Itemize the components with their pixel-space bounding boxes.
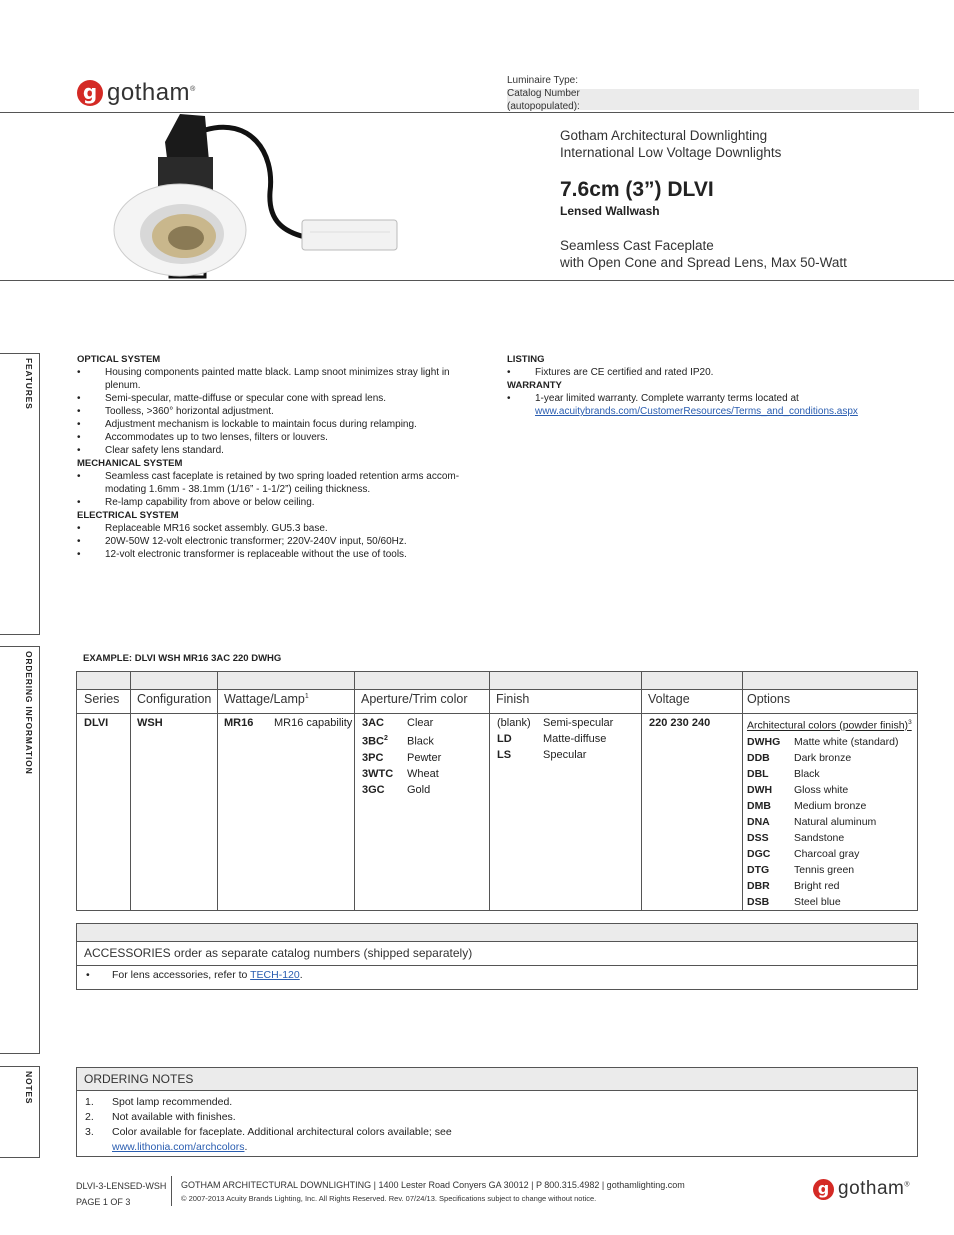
list-item: DNA Natural aluminum — [747, 815, 877, 828]
list-item: • Toolless, >360° horizontal adjustment. — [77, 405, 487, 418]
list-item: MR16 MR16 capability — [224, 717, 353, 729]
list-item: 1. Spot lamp recommended. — [85, 1096, 233, 1108]
accessories-item: • For lens accessories, refer to TECH-120. — [86, 969, 303, 981]
list-item: • Clear safety lens standard. — [77, 444, 487, 457]
list-item: 220 — [649, 717, 668, 729]
list-item: • Semi-specular, matte-diffuse or specular cone with spread lens. — [77, 392, 487, 405]
mechanical-system-heading: MECHANICAL SYSTEM — [77, 458, 183, 469]
features-right — [507, 353, 907, 418]
header-voltage: Voltage — [648, 692, 690, 706]
tab-ordering-information: ORDERING INFORMATION — [0, 646, 40, 1054]
list-item: LS Specular — [497, 749, 587, 761]
list-item: • Accommodates up to two lenses, filters or louvers. — [77, 431, 487, 444]
list-item: DBR Bright red — [747, 879, 840, 892]
accessories-box — [76, 923, 918, 990]
mechanical-list — [77, 470, 487, 509]
header-configuration: Configuration — [137, 692, 212, 706]
list-item: • Replaceable MR16 socket assembly. GU5.3 base. — [77, 522, 487, 535]
header-series: Series — [84, 692, 120, 706]
footer-gotham-logo: g gotham® — [813, 1178, 910, 1200]
archcolors-link[interactable]: www.lithonia.com/archcolors — [112, 1141, 245, 1153]
list-item: DSB Steel blue — [747, 895, 841, 908]
list-item: 3PC Pewter — [362, 751, 442, 764]
voltage-values — [649, 715, 710, 731]
list-item: 3GC Gold — [362, 783, 431, 796]
list-item: DDB Dark bronze — [747, 751, 852, 764]
configuration-value: WSH — [137, 717, 163, 729]
footer-copyright: © 2007-2013 Acuity Brands Lighting, Inc. All Rights Reserved. Rev. 07/24/13. Specifications subject to change without notice. — [181, 1194, 597, 1203]
list-item: DGC Charcoal gray — [747, 847, 860, 860]
aperture-values — [362, 715, 441, 798]
list-item: • Seamless cast faceplate is retained by two spring loaded retention arms accom-modating 1.6mm - 38.1mm (1/16” - 1-1/2”) ceiling thickness. — [77, 470, 487, 496]
luminaire-type-label: Luminaire Type: — [507, 75, 578, 86]
header-aperture: Aperture/Trim color — [361, 692, 468, 706]
warranty-heading: WARRANTY — [507, 380, 562, 391]
wattage-values — [224, 715, 352, 731]
optical-list — [77, 366, 487, 457]
list-item: (blank) Semi-specular — [497, 717, 614, 729]
header-options: Options — [747, 692, 791, 706]
tech-120-link[interactable]: TECH-120 — [250, 969, 300, 981]
electrical-system-heading: ELECTRICAL SYSTEM — [77, 510, 179, 521]
list-item: • Housing components painted matte black. Lamp snoot minimizes stray light in plenum. — [77, 366, 487, 392]
product-category: Gotham Architectural Downlighting International Low Voltage Downlights — [560, 128, 782, 160]
product-description: Seamless Cast Faceplate with Open Cone and Spread Lens, Max 50-Watt — [560, 238, 847, 270]
list-item: 3WTC Wheat — [362, 767, 439, 780]
list-item: $3BC^2$ Black — [362, 735, 434, 748]
product-photo — [110, 112, 410, 282]
logo-text: gotham — [107, 79, 191, 106]
series-value: DLVI — [84, 717, 109, 729]
list-item: 3. Color available for faceplate. Additional architectural colors available; see — [85, 1126, 452, 1138]
footer-page-number: PAGE 1 OF 3 — [76, 1197, 131, 1207]
finish-values — [497, 715, 613, 763]
list-item: DTG Tennis green — [747, 863, 855, 876]
catalog-number-label: Catalog Number — [507, 88, 580, 99]
product-title: 7.6cm (3”) DLVI — [560, 178, 714, 201]
list-item: LD Matte-diffuse — [497, 733, 607, 745]
options-subheading: Architectural colors (powder finish)$^3$ — [747, 719, 912, 732]
options-values — [747, 715, 912, 910]
list-item: DWH Gloss white — [747, 783, 849, 796]
ordering-example: EXAMPLE: DLVI WSH MR16 3AC 220 DWHG — [83, 653, 282, 664]
logo-g-icon: g — [77, 80, 103, 106]
list-item: DSS Sandstone — [747, 831, 845, 844]
footer-address: GOTHAM ARCHITECTURAL DOWNLIGHTING | 1400 Lester Road Conyers GA 30012 | P 800.315.4982 | gothamlighting.com — [181, 1180, 685, 1190]
list-item: 240 — [691, 717, 711, 729]
logo-g-icon: g — [813, 1179, 834, 1200]
gotham-logo: g gotham® — [77, 79, 196, 107]
warranty-link[interactable]: www.acuitybrands.com/CustomerResources/Terms_and_conditions.aspx — [535, 406, 858, 417]
list-item: DWHG Matte white (standard) — [747, 735, 899, 748]
tab-features: FEATURES — [0, 353, 40, 635]
product-subtitle: Lensed Wallwash — [560, 204, 660, 218]
list-item: DMB Medium bronze — [747, 799, 867, 812]
list-item: • 1-year limited warranty. Complete warranty terms located at www.acuitybrands.com/CustomerResources/Terms_and_conditions.aspx — [507, 392, 907, 418]
luminaire-type-labels — [507, 74, 580, 113]
list-item: • 12-volt electronic transformer is replaceable without the use of tools. — [77, 548, 487, 561]
list-item: 230 — [670, 717, 689, 729]
list-item: • Fixtures are CE certified and rated IP20. — [507, 366, 907, 379]
footer-divider — [171, 1176, 172, 1206]
footer-doc-info — [76, 1178, 166, 1210]
autopopulated-label: (autopopulated): — [507, 101, 580, 112]
accessories-title: ACCESSORIES order as separate catalog numbers (shipped separately) — [77, 942, 917, 966]
listing-heading: LISTING — [507, 354, 545, 365]
ordering-table — [76, 671, 918, 911]
features-left — [77, 353, 487, 561]
header-wattage: Wattage/Lamp$^1$ — [224, 692, 309, 706]
footer-doc-id: DLVI-3-LENSED-WSH — [76, 1181, 167, 1191]
list-item: 2. Not available with finishes. — [85, 1111, 236, 1123]
list-item: • Re-lamp capability from above or below ceiling. — [77, 496, 487, 509]
list-item: • 20W-50W 12-volt electronic transformer; 220V-240V input, 50/60Hz. — [77, 535, 487, 548]
list-item: • Adjustment mechanism is lockable to maintain focus during relamping. — [77, 418, 487, 431]
electrical-list — [77, 522, 487, 561]
list-item: 3AC Clear — [362, 717, 434, 729]
ordering-notes-box: ORDERING NOTES 1. Spot lamp recommended. 2. Not available with finishes. 3. Color available for faceplate. Additional architectural colors available; see www.lithonia.com/archcolors. — [76, 1067, 918, 1157]
optical-system-heading: OPTICAL SYSTEM — [77, 354, 161, 365]
header-finish: Finish — [496, 692, 530, 706]
tab-notes: NOTES — [0, 1066, 40, 1158]
ordering-notes-title: ORDERING NOTES — [77, 1068, 917, 1091]
list-item: DBL Black — [747, 767, 820, 780]
